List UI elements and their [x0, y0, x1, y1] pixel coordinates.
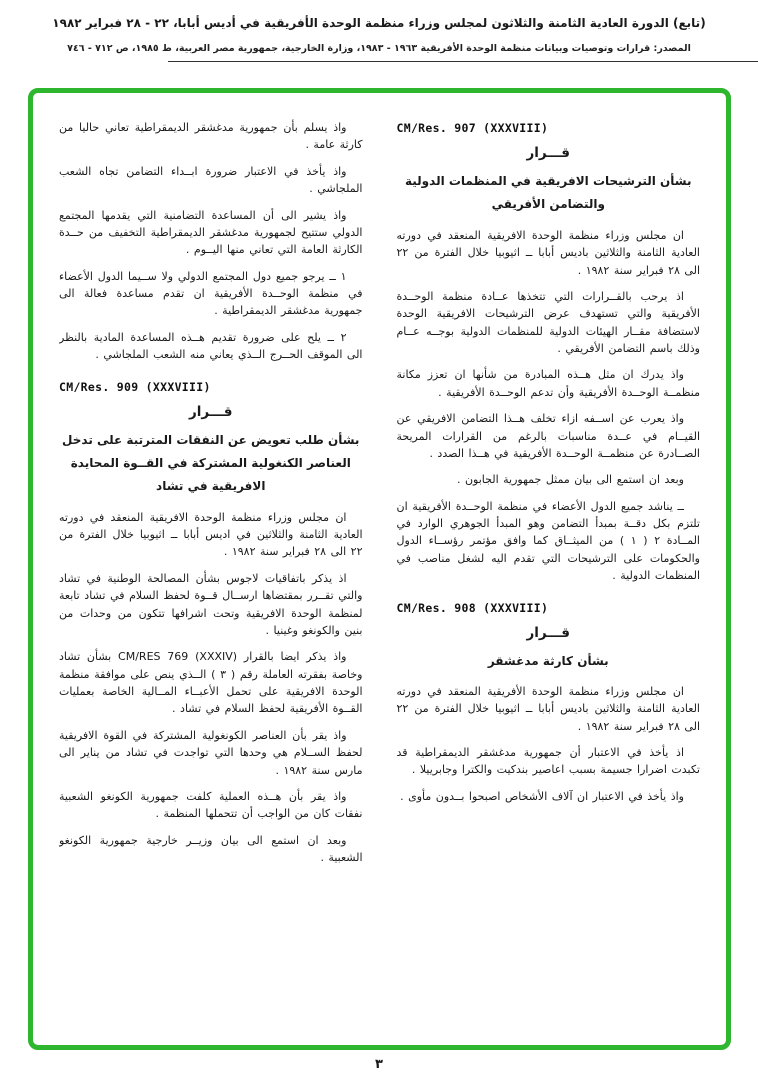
- resolution-title-908: قـــرار: [526, 624, 570, 641]
- resolution-title-907: قـــرار: [526, 145, 570, 161]
- paragraph: ان مجلس وزراء منظمة الوحدة الافريقية المنعقد في دورته العادية الثامنة والثلاثين باديس أبابا ــ اثيوبيا خلال الفترة من ٢٢ الى ٢٨ فبراير سنة ١٩٨٢ .: [396, 228, 700, 277]
- paragraph: واذ يدرك ان مثل هــذه المبادرة من شأنها ان تعزز مكانة منظمــة الوحــدة الأفريقية وأن تدعم الوحــدة الأفريقية .: [396, 368, 700, 399]
- column-left: [59, 119, 363, 1027]
- page-number: ٣: [375, 1057, 383, 1072]
- resolution-subject-909: بشأن طلب تعويض عن النفقات المترتبة على تدخل العناصر الكنغولية المشتركة في القــوة المحايدة الافريقية في تشاد: [62, 432, 360, 494]
- header-divider: [168, 61, 758, 62]
- paragraph: واذ يأخذ في الاعتبار ان آلاف الأشخاص اصبحوا بــدون مأوى .: [400, 789, 684, 803]
- paragraph: اذ يرحب بالقــرارات التي تتخذها عــادة منظمة الوحــدة الأفريقية والتي تستهدف عرض الترشيحات الافريقية الوحدة لاستضافة مقــار الهيئات الدولية للمنظمات الدولية بوجــه عــام وذلك باسم التضامن الأفريقي .: [396, 289, 700, 356]
- resolution-subject-908: بشأن كارثة مدغشقر: [487, 653, 609, 668]
- paragraph: ان مجلس وزراء منظمة الوحدة الافريقية المنعقد في دورته العادية الثامنة والثلاثين في اديس أبابا ــ اثيوبيا خلال الفترة من ٢٢ الى ٢٨ فبراير سنة ١٩٨٢ .: [59, 510, 363, 559]
- content-border-box: [28, 88, 731, 1050]
- paragraph: واذ يأخذ في الاعتبار ضرورة ابــداء التضامن تجاه الشعب الملجاشي .: [59, 164, 363, 196]
- paragraph: واذ يذكر ايضا بالقرار CM/RES 769 (XXXIV) بشأن تشاد وخاصة بفقرته العاملة رقم ( ٣ ) الــذي ينص على موافقة منظمة الوحدة الافريقية على تحمل الأعبــاء المــالية الخاصة بعمليات القــوة الأفريقية لحفظ السلام في تشاد .: [59, 650, 363, 716]
- paragraph: وبعد ان استمع الى بيان وزيــر خارجية جمهورية الكونغو الشعبية .: [59, 833, 363, 865]
- paragraph: واذ يقر بأن العناصر الكونغولية المشتركة في القوة الافريقية لحفظ الســلام هي وحدها التي تواجدت في تشاد من يناير الى مارس سنة ١٩٨٢ .: [59, 728, 363, 777]
- resolution-title-909: قـــرار: [189, 403, 233, 420]
- paragraph: اذ يذكر باتفاقيات لاجوس بشأن المصالحة الوطنية في تشاد والتي تقــرر بمقتضاها ارســال قــوة لحفظ السلام في تشاد تابعة لمنظمة الوحدة الافريقية وتحت اشرافها تتكون من وحدات من بنين والكونغو وغينيا .: [59, 571, 363, 637]
- text-columns: [33, 93, 726, 1045]
- paragraph: ٢ ــ يلح على ضرورة تقديم هــذه المساعدة المادية بالنظر الى الموقف الحــرج الــذي يعاني منه الشعب الملجاشي .: [59, 330, 363, 362]
- column-right: [397, 119, 701, 1027]
- page-header: [0, 0, 758, 62]
- paragraph: وبعد ان استمع الى بيان ممثل جمهورية الجابون .: [456, 473, 684, 487]
- paragraph: واذ يقر بأن هــذه العملية كلفت جمهورية الكونغو الشعبية نفقات كان من الواجب أن تتحملها المنظمة .: [59, 789, 363, 821]
- paragraph: ١ ــ يرجو جميع دول المجتمع الدولي ولا ســيما الدول الأعضاء في منظمة الوحــدة الأفريقية ان تقدم مساعدة فعالة الى جمهورية مدغشقر الديمقراطية .: [59, 269, 363, 318]
- header-session-line: (تابع) الدورة العادية الثامنة والثلاثون لمجلس وزراء منظمة الوحدة الأفريقية في أديس أبابا، ٢٢ - ٢٨ فبراير ١٩٨٢: [52, 16, 706, 30]
- paragraph: واذ يعرب عن اســفه ازاء تخلف هــذا التضامن الافريقي عن القيــام في عــدة مناسبات بالرغم من القرارات المريحة الصــادرة عن منظمــة الوحــدة الأفريقية في هــذا الصدد .: [396, 412, 700, 460]
- paragraph: ان مجلس وزراء منظمة الوحدة الأفريقية المنعقد في دورته العادية الثامنة والثلاثين باديس أبابا ــ اثيوبيا خلال الفترة من ٢٢ الى ٢٨ فبراير سنة ١٩٨٢ .: [396, 684, 700, 733]
- paragraph: واذ يشير الى أن المساعدة التضامنية التي يقدمها المجتمع الدولي ستتيح لجمهورية مدغشقر الديمقراطية التخفيف من حــدة الكارثة العامة التي تعاني منها اليــوم .: [59, 208, 363, 257]
- paragraph: اذ يأخذ في الاعتبار أن جمهورية مدغشقر الديمقراطية قد تكبدت اضرارا جسيمة بسبب اعاصير بندكيت والكترا وجابرييلا .: [396, 746, 700, 777]
- header-source-line: المصدر: قرارات وتوصيات وبيانات منظمة الوحدة الأفريقية ١٩٦٣ - ١٩٨٣، وزارة الخارجية، جمهورية مصر العربية، ط ١٩٨٥، ص ٧١٢ - ٧٤٦: [67, 43, 691, 54]
- resolution-ref-907: CM/Res. 907 (XXXVIII): [396, 121, 549, 135]
- paragraph: واذ يسلم بأن جمهورية مدغشقر الديمقراطية تعاني حاليا من كارثة عامة .: [59, 121, 363, 152]
- resolution-ref-908: CM/Res. 908 (XXXVIII): [396, 600, 549, 615]
- resolution-ref-909: CM/Res. 909 (XXXVIII): [59, 379, 211, 394]
- paragraph: ــ يناشد جميع الدول الأعضاء في منظمة الوحــدة الأفريقية ان تلتزم بكل دقــة بمبدأ التضامن وهو المبدأ الجوهري الوارد في المــادة ٢ ( ١ ) من الميثــاق كما وافق مؤتمر رؤســاء الدول والحكومات على الترشيحات التي تقدم اليه لشغل مناصب في المنظمات الدولية .: [396, 499, 700, 583]
- resolution-subject-907: بشأن الترشيحات الافريقية في المنظمات الدولية والتضامن الأفريقي: [405, 174, 692, 212]
